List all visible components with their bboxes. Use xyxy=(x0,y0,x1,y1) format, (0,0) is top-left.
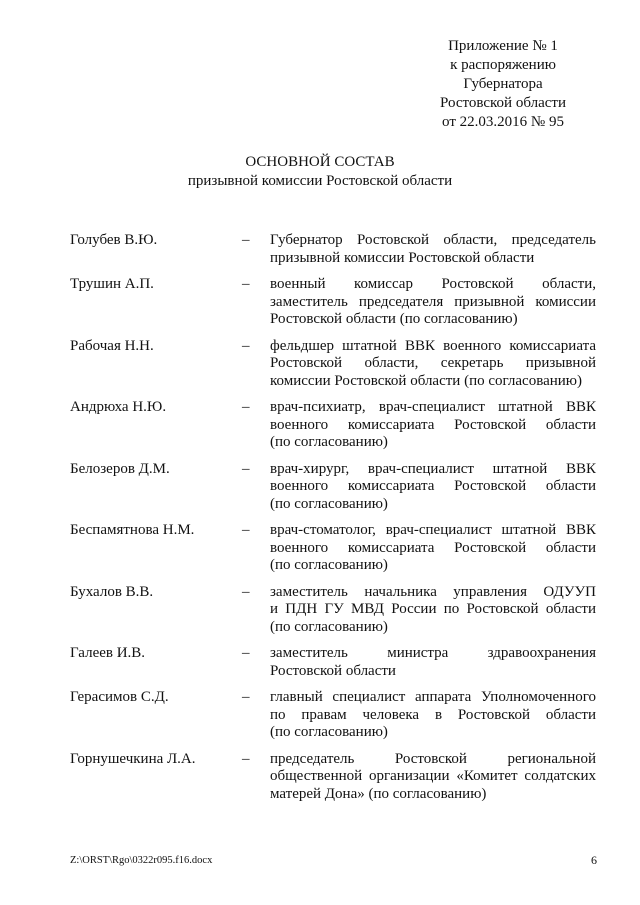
member-dash: – xyxy=(242,337,250,354)
member-name: Андрюха Н.Ю. xyxy=(70,399,167,415)
member-role-line: и ПДН ГУ МВД России по Ростовской области xyxy=(270,601,596,617)
member-role-line: фельдшер штатной ВВК военного комиссариата xyxy=(270,337,596,354)
member-role-line: Губернатор Ростовской области, председатель xyxy=(270,232,596,248)
annex-line: Ростовской области xyxy=(440,95,566,111)
member-dash: – xyxy=(242,583,250,600)
member-role xyxy=(270,338,596,391)
member-row xyxy=(70,689,596,742)
member-role-line: (по согласованию) xyxy=(270,557,388,573)
member-role xyxy=(270,751,596,804)
member-row xyxy=(70,461,596,514)
member-role xyxy=(270,232,596,267)
member-name: Белозеров Д.М. xyxy=(70,460,170,477)
member-role-line: заместитель министра здравоохранения xyxy=(270,645,596,661)
member-role-line: (по согласованию) xyxy=(270,618,388,635)
page-number: 6 xyxy=(591,853,597,867)
member-name: Герасимов С.Д. xyxy=(70,689,169,705)
member-role-line: военного комиссариата Ростовской области xyxy=(270,416,596,433)
document-subtitle: призывной комиссии Ростовской области xyxy=(187,173,453,189)
member-role-line: военный комиссар Ростовской области, xyxy=(270,276,596,292)
member-role-line: заместитель председателя призывной комиссии xyxy=(270,293,596,310)
member-row xyxy=(70,338,596,391)
member-role-line: (по согласованию) xyxy=(270,495,388,512)
member-dash: – xyxy=(242,460,250,477)
member-role-line: военного комиссариата Ростовской области xyxy=(270,478,596,494)
annex-header xyxy=(418,37,588,132)
annex-line: от 22.03.2016 № 95 xyxy=(442,114,564,130)
member-role-line: по правам человека в Ростовской области xyxy=(270,706,596,723)
member-dash: – xyxy=(242,399,250,415)
member-name: Беспамятнова Н.М. xyxy=(70,522,195,538)
member-role-line: Ростовской области (по согласованию) xyxy=(270,311,518,327)
member-role-line: комиссии Ростовской области (по согласованию) xyxy=(270,372,583,389)
member-role-line: военного комиссариата Ростовской области xyxy=(270,539,596,556)
member-role-line: врач-психиатр, врач-специалист штатной ВВК xyxy=(270,399,596,415)
member-name: Галеев И.В. xyxy=(70,645,146,661)
member-role-line: председатель Ростовской региональной xyxy=(270,750,596,767)
member-row xyxy=(70,399,596,452)
document-title: ОСНОВНОЙ СОСТАВ xyxy=(245,154,395,170)
member-role xyxy=(270,645,596,680)
member-role xyxy=(270,399,596,452)
footer-file-path: Z:\ORST\Rgo\0322r095.f16.docx xyxy=(70,855,213,866)
member-role-line: заместитель начальника управления ОДУУП xyxy=(270,583,596,600)
member-dash: – xyxy=(242,750,250,767)
member-role-line: врач-стоматолог, врач-специалист штатной ВВК xyxy=(270,522,596,538)
member-row xyxy=(70,276,596,329)
member-role-line: призывной комиссии Ростовской области xyxy=(270,249,535,266)
member-name: Голубев В.Ю. xyxy=(70,232,158,248)
member-role-line: (по согласованию) xyxy=(270,434,388,450)
member-role-line: матерей Дона» (по согласованию) xyxy=(270,785,487,802)
member-name: Бухалов В.В. xyxy=(70,583,154,600)
member-dash: – xyxy=(242,522,250,538)
member-role-line: Ростовской области, секретарь призывной xyxy=(270,355,596,371)
member-role xyxy=(270,276,596,329)
member-role xyxy=(270,522,596,575)
member-name: Горнушечкина Л.А. xyxy=(70,750,196,767)
member-dash: – xyxy=(242,276,250,292)
member-role xyxy=(270,584,596,637)
member-role-line: врач-хирург, врач-специалист штатной ВВК xyxy=(270,460,596,477)
member-dash: – xyxy=(242,689,250,705)
member-row xyxy=(70,584,596,637)
member-role-line: Ростовской области xyxy=(270,662,396,679)
member-role-line: главный специалист аппарата Уполномоченного xyxy=(270,689,596,705)
member-role xyxy=(270,461,596,514)
member-dash: – xyxy=(242,645,250,661)
member-row xyxy=(70,645,596,680)
member-role-line: (по согласованию) xyxy=(270,724,388,740)
member-name: Трушин А.П. xyxy=(70,276,154,292)
annex-line: Приложение № 1 xyxy=(448,38,558,54)
member-row xyxy=(70,232,596,267)
member-role-line: общественной организации «Комитет солдатских xyxy=(270,768,596,784)
member-row xyxy=(70,522,596,575)
annex-line: к распоряжению xyxy=(450,57,556,73)
member-name: Рабочая Н.Н. xyxy=(70,337,154,354)
member-role xyxy=(270,689,596,742)
member-row xyxy=(70,751,596,804)
members-list xyxy=(70,232,596,803)
annex-line: Губернатора xyxy=(463,76,543,92)
member-dash: – xyxy=(242,232,250,248)
document-heading xyxy=(0,153,640,191)
